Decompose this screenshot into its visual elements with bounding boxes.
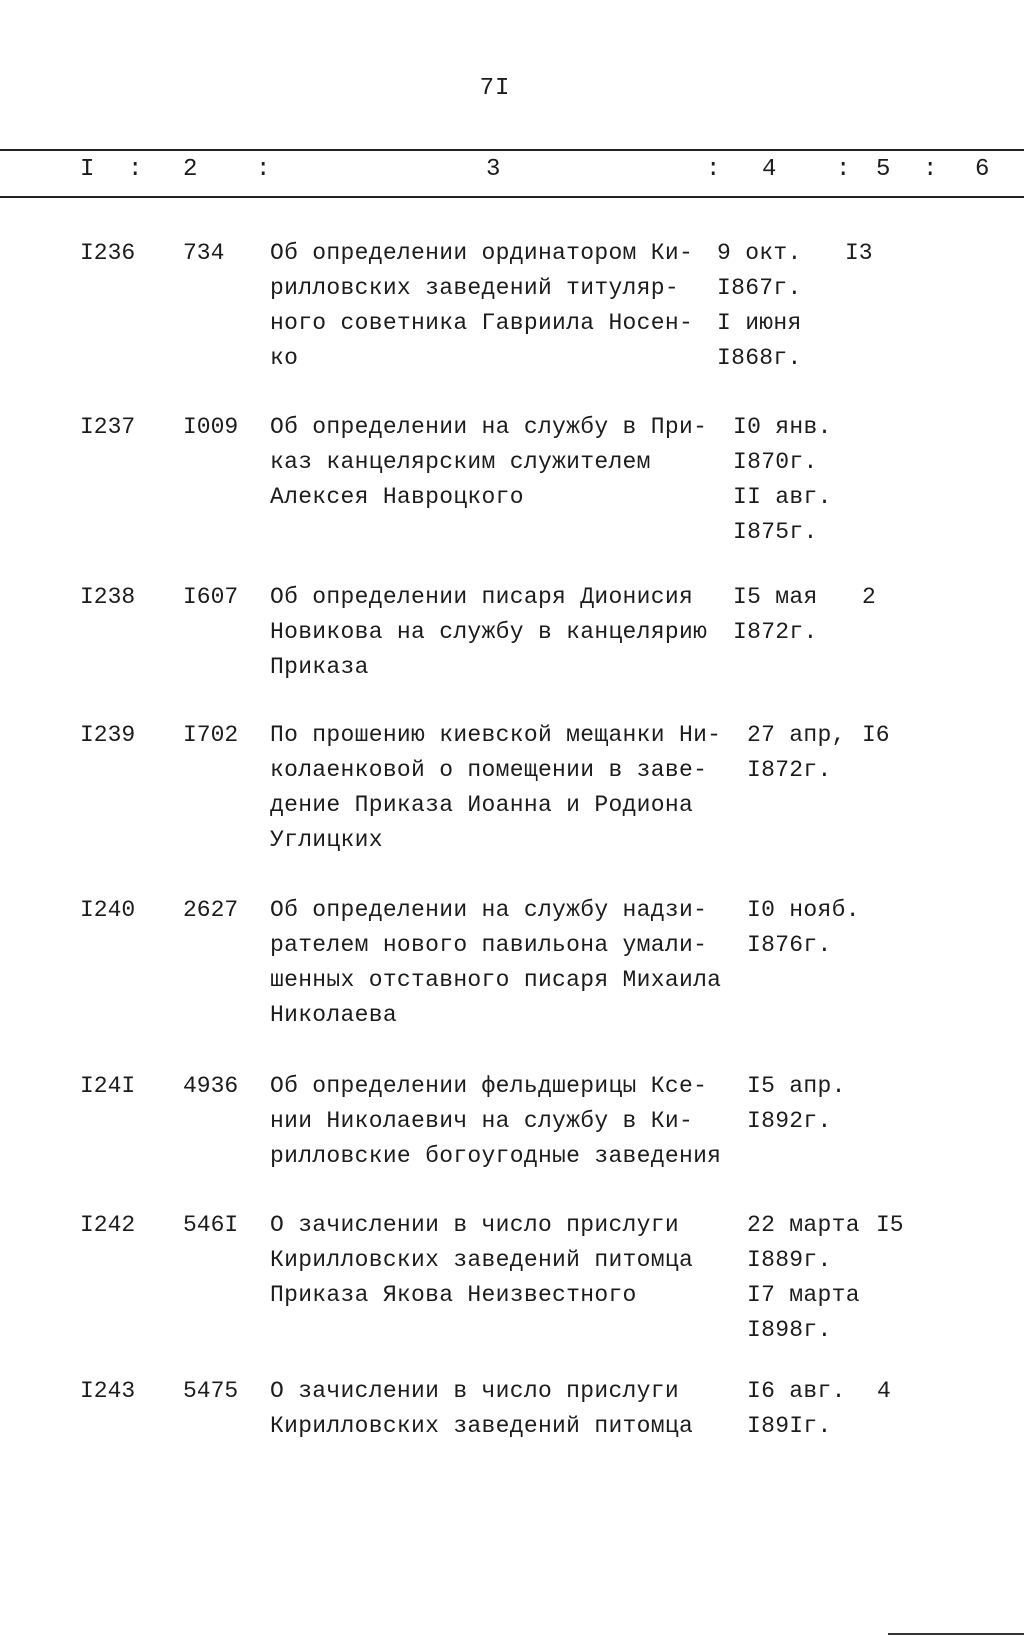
document-number: I607 [183,584,239,610]
date-range [733,410,873,550]
title-line: Приказа [270,654,369,680]
entry-number: I24I [80,1073,136,1099]
column-separator: : [923,156,938,183]
title-line: ко [270,345,299,371]
date-line: I872г. [747,757,832,783]
date-range [733,580,873,650]
document-title [270,718,740,858]
date-range [747,1374,887,1444]
entry-number: I237 [80,414,136,440]
entry-number: I236 [80,240,136,266]
title-line: Приказа Якова Неизвестного [270,1282,637,1308]
date-line: I0 янв. [733,414,832,440]
date-line: 22 марта [747,1212,860,1238]
column-number-header: 5 [876,156,891,183]
header-top-rule [0,149,1024,151]
document-number: 734 [183,240,225,266]
title-line: ного советника Гавриила Носен- [270,310,694,336]
title-line: дение Приказа Иоанна и Родиона [270,792,694,818]
document-title [270,236,740,376]
title-line: Кирилловских заведений питомца [270,1413,694,1439]
date-range [747,1208,887,1348]
sheet-count: I6 [862,722,890,748]
entry-number: I239 [80,722,136,748]
sheet-count: I3 [845,240,873,266]
date-line: I889г. [747,1247,832,1273]
column-separator: : [836,156,851,183]
date-range [747,1069,887,1139]
entry-number: I242 [80,1212,136,1238]
document-title [270,1069,740,1174]
page-bottom-rule-fragment [888,1633,1024,1635]
column-separator: : [128,156,143,183]
date-range [717,236,857,376]
title-line: шенных отставного писаря Михаила [270,967,722,993]
title-line: нии Николаевич на службу в Ки- [270,1108,694,1134]
title-line: Об определении фельдшерицы Ксе- [270,1073,708,1099]
entry-number: I243 [80,1378,136,1404]
sheet-count: I5 [876,1212,904,1238]
date-line: I7 марта [747,1282,860,1308]
date-line: I5 мая [733,584,818,610]
header-bottom-rule [0,196,1024,198]
column-number-header: 6 [975,156,990,183]
document-title [270,1208,740,1313]
date-line: II авг. [733,484,832,510]
page-number: 7I [479,75,511,102]
title-line: Николаева [270,1002,397,1028]
title-line: Об определении на службу в При- [270,414,708,440]
date-line: I0 нояб. [747,897,860,923]
date-line: I868г. [717,345,802,371]
entry-number: I240 [80,897,136,923]
title-line: Кирилловских заведений питомца [270,1247,694,1273]
date-line: 9 окт. [717,240,802,266]
title-line: рилловских заведений титуляр- [270,275,679,301]
title-line: О зачислении в число прислуги [270,1378,679,1404]
date-line: I898г. [747,1317,832,1343]
date-line: I876г. [747,932,832,958]
document-title [270,1374,740,1444]
document-number: 2627 [183,897,239,923]
document-number: 4936 [183,1073,239,1099]
column-number-header: 4 [762,156,777,183]
title-line: О зачислении в число прислуги [270,1212,679,1238]
date-range [747,893,887,963]
document-number: I702 [183,722,239,748]
title-line: Об определении на службу надзи- [270,897,708,923]
document-title [270,580,740,685]
date-line: I5 апр. [747,1073,846,1099]
document-number: 5475 [183,1378,239,1404]
column-number-header: I [80,156,95,183]
title-line: колаенковой о помещении в заве- [270,757,708,783]
date-line: I875г. [733,519,818,545]
document-number: I009 [183,414,239,440]
document-title [270,410,740,515]
document-title [270,893,740,1033]
title-line: Новикова на службу в канцелярию [270,619,708,645]
column-separator: : [256,156,271,183]
title-line: Углицких [270,827,383,853]
sheet-count: 2 [862,584,876,610]
date-line: I6 авг. [747,1378,846,1404]
column-number-header: 2 [183,156,198,183]
title-line: Об определении писаря Дионисия [270,584,694,610]
title-line: Алексея Навроцкого [270,484,524,510]
date-line: I872г. [733,619,818,645]
date-line: 27 апр, [747,722,846,748]
sheet-count: 4 [877,1378,891,1404]
date-line: I892г. [747,1108,832,1134]
title-line: По прошению киевской мещанки Ни- [270,722,722,748]
date-line: I89Iг. [747,1413,832,1439]
column-header-row [0,156,1024,192]
document-number: 546I [183,1212,239,1238]
column-number-header: 3 [486,156,501,183]
title-line: каз канцелярским служителем [270,449,651,475]
title-line: рилловские богоугодные заведения [270,1143,722,1169]
entry-number: I238 [80,584,136,610]
date-line: I июня [717,310,802,336]
column-separator: : [706,156,721,183]
title-line: Об определении ординатором Ки- [270,240,694,266]
date-line: I867г. [717,275,802,301]
title-line: рателем нового павильона умали- [270,932,708,958]
date-line: I870г. [733,449,818,475]
